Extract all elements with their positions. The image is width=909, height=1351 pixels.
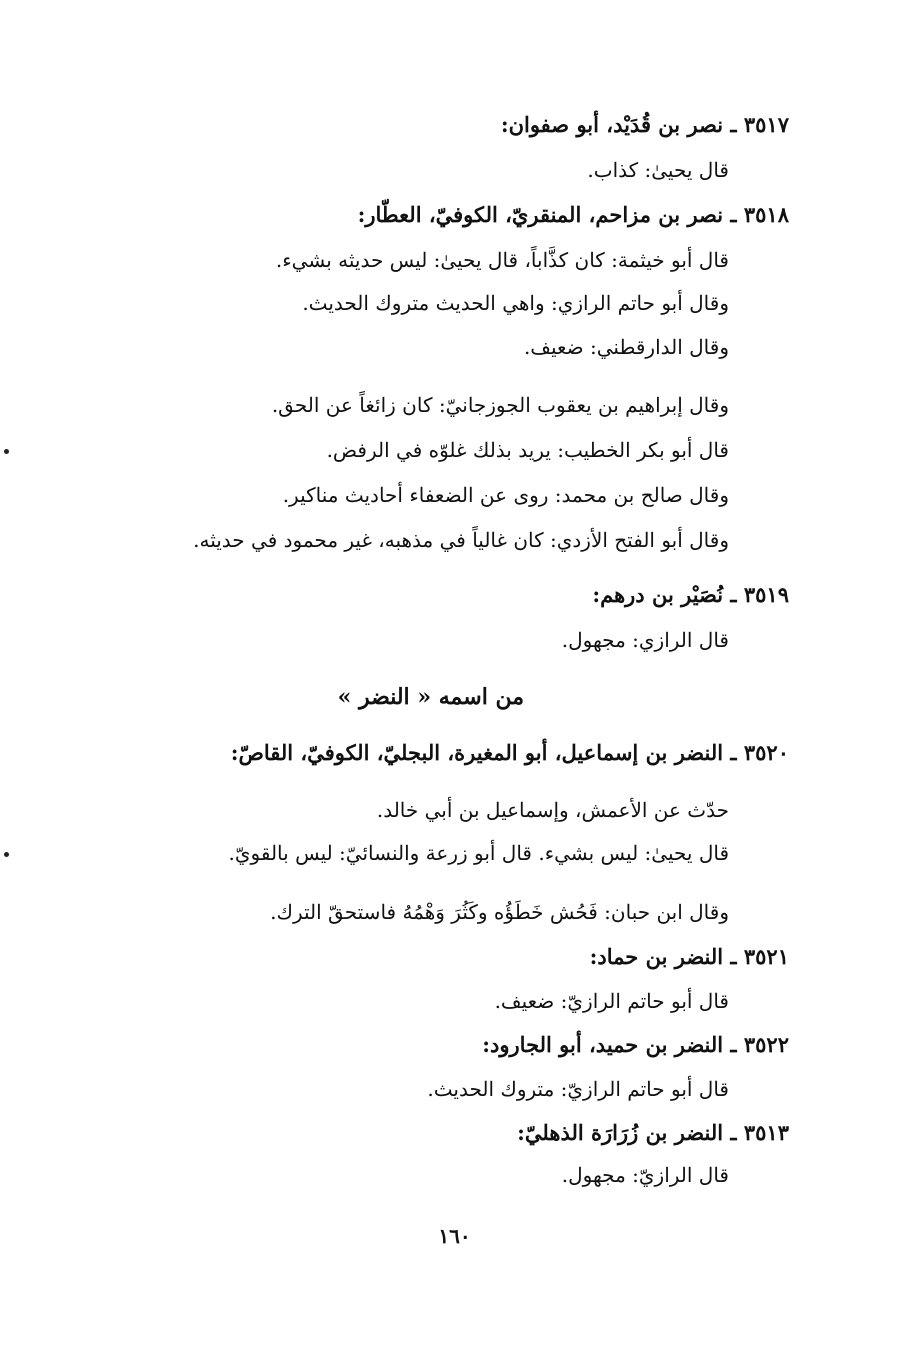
page-number: ١٦٠ <box>438 1224 471 1248</box>
entry-3522-quote: قال أبو حاتم الرازيّ: متروك الحديث. <box>427 1077 729 1101</box>
entry-3517-quote: قال يحيىٰ: كذاب. <box>587 158 729 182</box>
entry-3517-heading: ٣٥١٧ ـ نصر بن قُدَيْد، أبو صفوان: <box>500 112 789 137</box>
entry-3521-heading: ٣٥٢١ ـ النضر بن حماد: <box>589 944 789 969</box>
entry-3518-quote-2: وقال أبو حاتم الرازي: واهي الحديث متروك الحديث. <box>302 291 729 315</box>
entry-3518-quote-1: قال أبو خيثمة: كان كذَّاباً، قال يحيىٰ: ليس حديثه بشيء. <box>275 248 729 272</box>
entry-3521-quote: قال أبو حاتم الرازيّ: ضعيف. <box>494 989 729 1013</box>
entry-3518-quote-4: وقال إبراهيم بن يعقوب الجوزجانيّ: كان زائغاً عن الحق. <box>271 393 729 417</box>
entry-3518-heading: ٣٥١٨ ـ نصر بن مزاحم، المنقريّ، الكوفيّ، العطّار: <box>357 202 789 227</box>
entry-3522-heading: ٣٥٢٢ ـ النضر بن حميد، أبو الجارود: <box>482 1032 789 1057</box>
entry-3520-quote-2: قال يحيىٰ: ليس بشيء. قال أبو زرعة والنسائيّ: ليس بالقويّ. <box>228 841 729 865</box>
section-heading: من اسمه « النضر » <box>337 684 524 710</box>
entry-3519-heading: ٣٥١٩ ـ نُصَيْر بن درهم: <box>592 582 789 607</box>
entry-3518-quote-6: وقال صالح بن محمد: روى عن الضعفاء أحاديث مناكير. <box>282 483 729 507</box>
entry-3518-quote-5: قال أبو بكر الخطيب: يريد بذلك غلوّه في الرفض. <box>326 438 729 462</box>
entry-3520-quote-1: حدّث عن الأعمش، وإسماعيل بن أبي خالد. <box>376 798 729 822</box>
entry-3513-quote: قال الرازيّ: مجهول. <box>561 1163 729 1187</box>
entry-3520-heading: ٣٥٢٠ ـ النضر بن إسماعيل، أبو المغيرة، البجليّ، الكوفيّ، القاصّ: <box>230 740 789 765</box>
entry-3518-quote-3: وقال الدارقطني: ضعيف. <box>523 335 729 359</box>
entry-3519-quote: قال الرازي: مجهول. <box>561 628 729 652</box>
margin-dot-mark <box>4 852 9 857</box>
entry-3518-quote-7: وقال أبو الفتح الأزدي: كان غالياً في مذهبه، غير محمود في حديثه. <box>193 528 729 552</box>
entry-3513-heading: ٣٥١٣ ـ النضر بن زُرَارَة الذهليّ: <box>517 1120 789 1145</box>
entry-3520-quote-3: وقال ابن حبان: فَحُش خَطَؤُه وكَثُرَ وَهْمُهُ فاستحقّ الترك. <box>270 900 729 924</box>
margin-dot-mark <box>4 449 9 454</box>
